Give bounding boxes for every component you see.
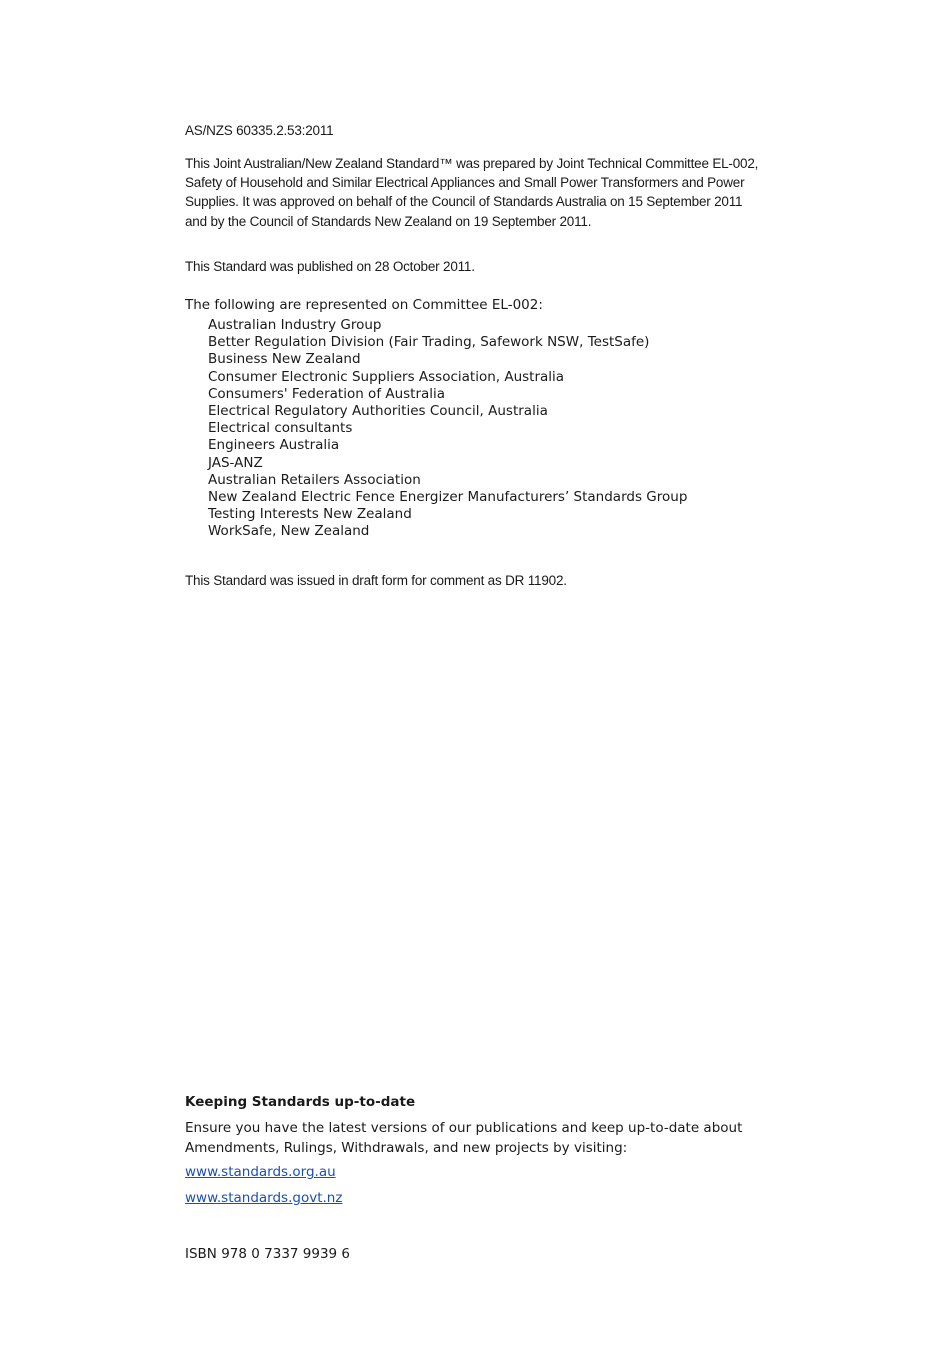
standard-code: AS/NZS 60335.2.53:2011 (185, 123, 334, 138)
standards-australia-link[interactable]: www.standards.org.au (185, 1164, 336, 1180)
committee-member: Australian Industry Group (208, 317, 382, 333)
committee-member: JAS-ANZ (208, 454, 263, 471)
committee-heading: The following are represented on Committee EL-002: (185, 297, 543, 313)
committee-member: WorkSafe, New Zealand (208, 523, 370, 540)
keeping-up-to-date-body: Ensure you have the latest versions of our publications and keep up-to-date about Amendments, Rulings, Withdrawals, and new projects by visiting: (185, 1120, 743, 1156)
committee-member: Engineers Australia (208, 437, 340, 454)
committee-member: New Zealand Electric Fence Energizer Manufacturers’ Standards Group (208, 489, 688, 506)
intro-paragraph: This Joint Australian/New Zealand Standard™ was prepared by Joint Technical Committee EL-002, Safety of Household and Similar Electrical Appliances and Small Power Transformers and Power Supplies. It was approved on behalf of the Council of Standards Australia on 15 September 2011 and by the Council of Standards New Zealand on 19 September 2011. (185, 156, 759, 229)
committee-member: Consumer Electronic Suppliers Association, Australia (208, 368, 565, 385)
committee-member: Testing Interests New Zealand (208, 506, 412, 523)
published-date-note: This Standard was published on 28 October 2011. (185, 259, 475, 274)
committee-member: Business New Zealand (208, 351, 361, 368)
isbn: ISBN 978 0 7337 9939 6 (185, 1246, 351, 1262)
standards-new-zealand-link[interactable]: www.standards.govt.nz (185, 1190, 343, 1206)
committee-member-list (208, 317, 687, 541)
committee-member: Consumers' Federation of Australia (208, 385, 446, 402)
committee-member: Better Regulation Division (Fair Trading, Safework NSW, TestSafe) (208, 334, 650, 351)
committee-member: Australian Retailers Association (208, 471, 421, 488)
keeping-up-to-date-heading: Keeping Standards up-to-date (185, 1094, 416, 1110)
draft-note: This Standard was issued in draft form for comment as DR 11902. (185, 573, 567, 588)
committee-member: Electrical Regulatory Authorities Council, Australia (208, 403, 548, 420)
committee-member: Electrical consultants (208, 420, 353, 437)
